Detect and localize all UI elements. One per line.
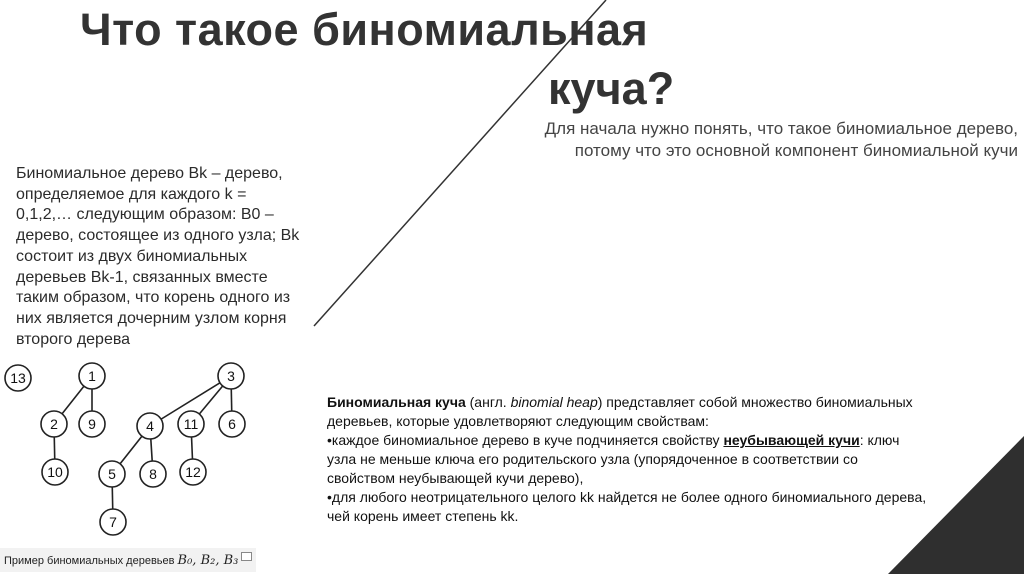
tree-node-label: 8 [149, 466, 157, 482]
heap-paren-open: (англ. [465, 394, 511, 410]
tree-node-label: 9 [88, 416, 96, 432]
caption-math: B₀, B₂, B₃ [177, 553, 239, 568]
tree-node-11 [178, 411, 204, 437]
tree-node-label: 1 [88, 368, 96, 384]
title-line-2: куча? [548, 63, 675, 114]
tree-node-3 [218, 363, 244, 389]
image-caption-bar [0, 548, 256, 572]
tree-node-12 [180, 459, 206, 485]
tree-node-label: 5 [108, 466, 116, 482]
heap-term: Биномиальная куча [327, 394, 466, 410]
heap-property-2: •для любого неотрицательного целого kk найдется не более одного биномиального дерева, чей корень имеет степень kk. [327, 489, 927, 524]
tree-node-1 [79, 363, 105, 389]
tree-node-10 [42, 459, 68, 485]
tree-node-5 [99, 461, 125, 487]
prop1-start: •каждое биномиальное дерево в куче подчиняется свойству [327, 432, 724, 448]
tree-node-label: 4 [146, 418, 154, 434]
tree-node-label: 7 [109, 514, 117, 530]
binomial-tree-definition: Биномиальное дерево Bk – дерево, определяемое для каждого k = 0,1,2,… следующим образом: B0 – дерево, состоящее из одного узла; Bk состоит из двух биномиальных деревьев Bk-1, связанных вместе таким образом, что корень одного из них является дочерним узлом корня второго дерева [16, 165, 300, 348]
intro-text: Для начала нужно понять, что такое биномиальное дерево, потому что это основной компонент биномиальной кучи [544, 119, 1018, 160]
tree-node-label: 2 [50, 416, 58, 432]
tree-node-label: 6 [228, 416, 236, 432]
tree-node-label: 12 [185, 464, 201, 480]
tree-node-7 [100, 509, 126, 535]
binomial-heap-description [327, 393, 927, 526]
tree-node-8 [140, 461, 166, 487]
caption-text: Пример биномиальных деревьев [4, 555, 178, 567]
heap-definition [327, 393, 927, 431]
prop1-end: : ключ узла не меньше ключа его родительского узла (упорядоченное в соответствии со свойством неубывающей кучи дерево), [327, 432, 900, 486]
tree-node-6 [219, 411, 245, 437]
tree-node-label: 3 [227, 368, 235, 384]
tree-node-2 [41, 411, 67, 437]
tree-node-4 [137, 413, 163, 439]
tree-node-label: 11 [183, 416, 199, 432]
title-line-1: Что такое биномиальная [80, 4, 649, 55]
heap-property-1 [327, 431, 927, 488]
tree-node-label: 10 [47, 464, 63, 480]
tree-node-label: 13 [10, 370, 26, 386]
heap-term-en: binomial heap [510, 394, 598, 410]
tree-node-9 [79, 411, 105, 437]
heap-paren-rest: ) представляет собой множество биномиальных деревьев, которые удовлетворяют следующим свойствам: [327, 394, 913, 429]
expand-icon[interactable] [241, 552, 252, 561]
min-heap-link[interactable]: неубывающей кучи [723, 432, 860, 448]
image-caption [4, 553, 238, 568]
tree-node-13 [5, 365, 31, 391]
